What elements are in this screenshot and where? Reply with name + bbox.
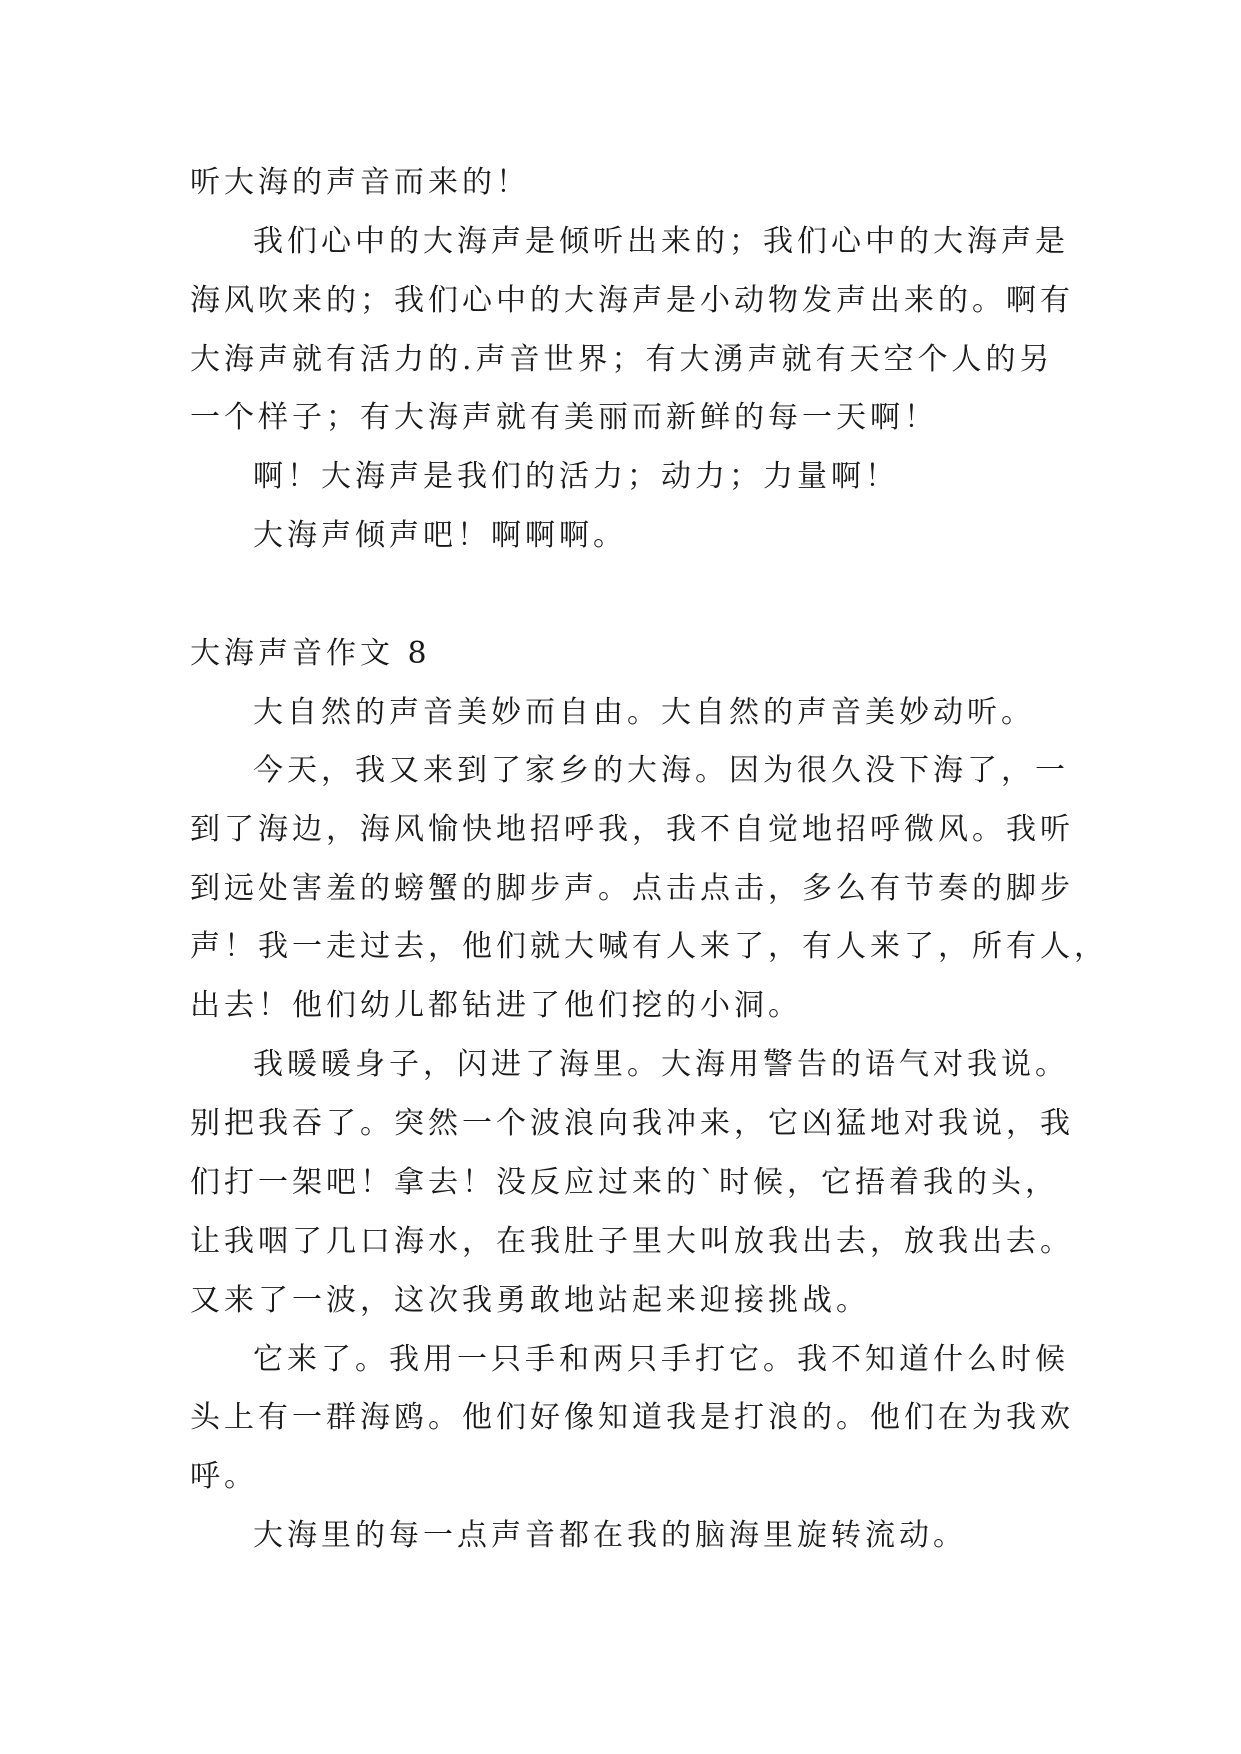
paragraph-line: 让我咽了几口海水，在我肚子里大叫放我出去，放我出去。 — [190, 1224, 1074, 1259]
paragraph-line: 大海声倾声吧！啊啊啊。 — [253, 518, 627, 553]
paragraph-line: 大自然的声音美妙而自由。大自然的声音美妙动听。 — [253, 695, 1035, 730]
paragraph-line: 大海里的每一点声音都在我的脑海里旋转流动。 — [253, 1518, 967, 1553]
paragraph-line: 出去！他们幼儿都钻进了他们挖的小洞。 — [190, 988, 802, 1023]
paragraph-line: 今天，我又来到了家乡的大海。因为很久没下海了，一 — [253, 753, 1069, 788]
paragraph-line: 啊！大海声是我们的活力；动力；力量啊！ — [253, 459, 899, 494]
paragraph-line: 到远处害羞的螃蟹的脚步声。点击点击，多么有节奏的脚步 — [190, 871, 1074, 906]
paragraph-line: 到了海边，海风愉快地招呼我，我不自觉地招呼微风。我听 — [190, 812, 1074, 847]
paragraph-line: 声！我一走过去，他们就大喊有人来了，有人来了，所有人， — [190, 929, 1108, 964]
paragraph-line: 我们心中的大海声是倾听出来的；我们心中的大海声是 — [253, 224, 1069, 259]
paragraph-line: 大海声就有活力的.声音世界；有大湧声就有天空个人的另 — [190, 342, 1054, 377]
paragraph-line: 听大海的声音而来的！ — [190, 165, 530, 200]
paragraph-line: 我暖暖身子，闪进了海里。大海用警告的语气对我说。 — [253, 1047, 1069, 1082]
paragraph-line: 海风吹来的；我们心中的大海声是小动物发声出来的。啊有 — [190, 283, 1074, 318]
paragraph-line: 头上有一群海鸥。他们好像知道我是打浪的。他们在为我欢 — [190, 1400, 1074, 1435]
paragraph-line: 们打一架吧！拿去！没反应过来的`时候，它捂着我的头， — [190, 1165, 1059, 1200]
paragraph-line: 又来了一波，这次我勇敢地站起来迎接挑战。 — [190, 1283, 870, 1318]
paragraph-line: 一个样子；有大海声就有美丽而新鲜的每一天啊！ — [190, 400, 938, 435]
paragraph-line: 它来了。我用一只手和两只手打它。我不知道什么时候 — [253, 1342, 1069, 1377]
paragraph-line: 呼。 — [190, 1459, 258, 1494]
section-heading: 大海声音作文 8 — [190, 636, 431, 671]
paragraph-line: 别把我吞了。突然一个波浪向我冲来，它凶猛地对我说，我 — [190, 1106, 1074, 1141]
